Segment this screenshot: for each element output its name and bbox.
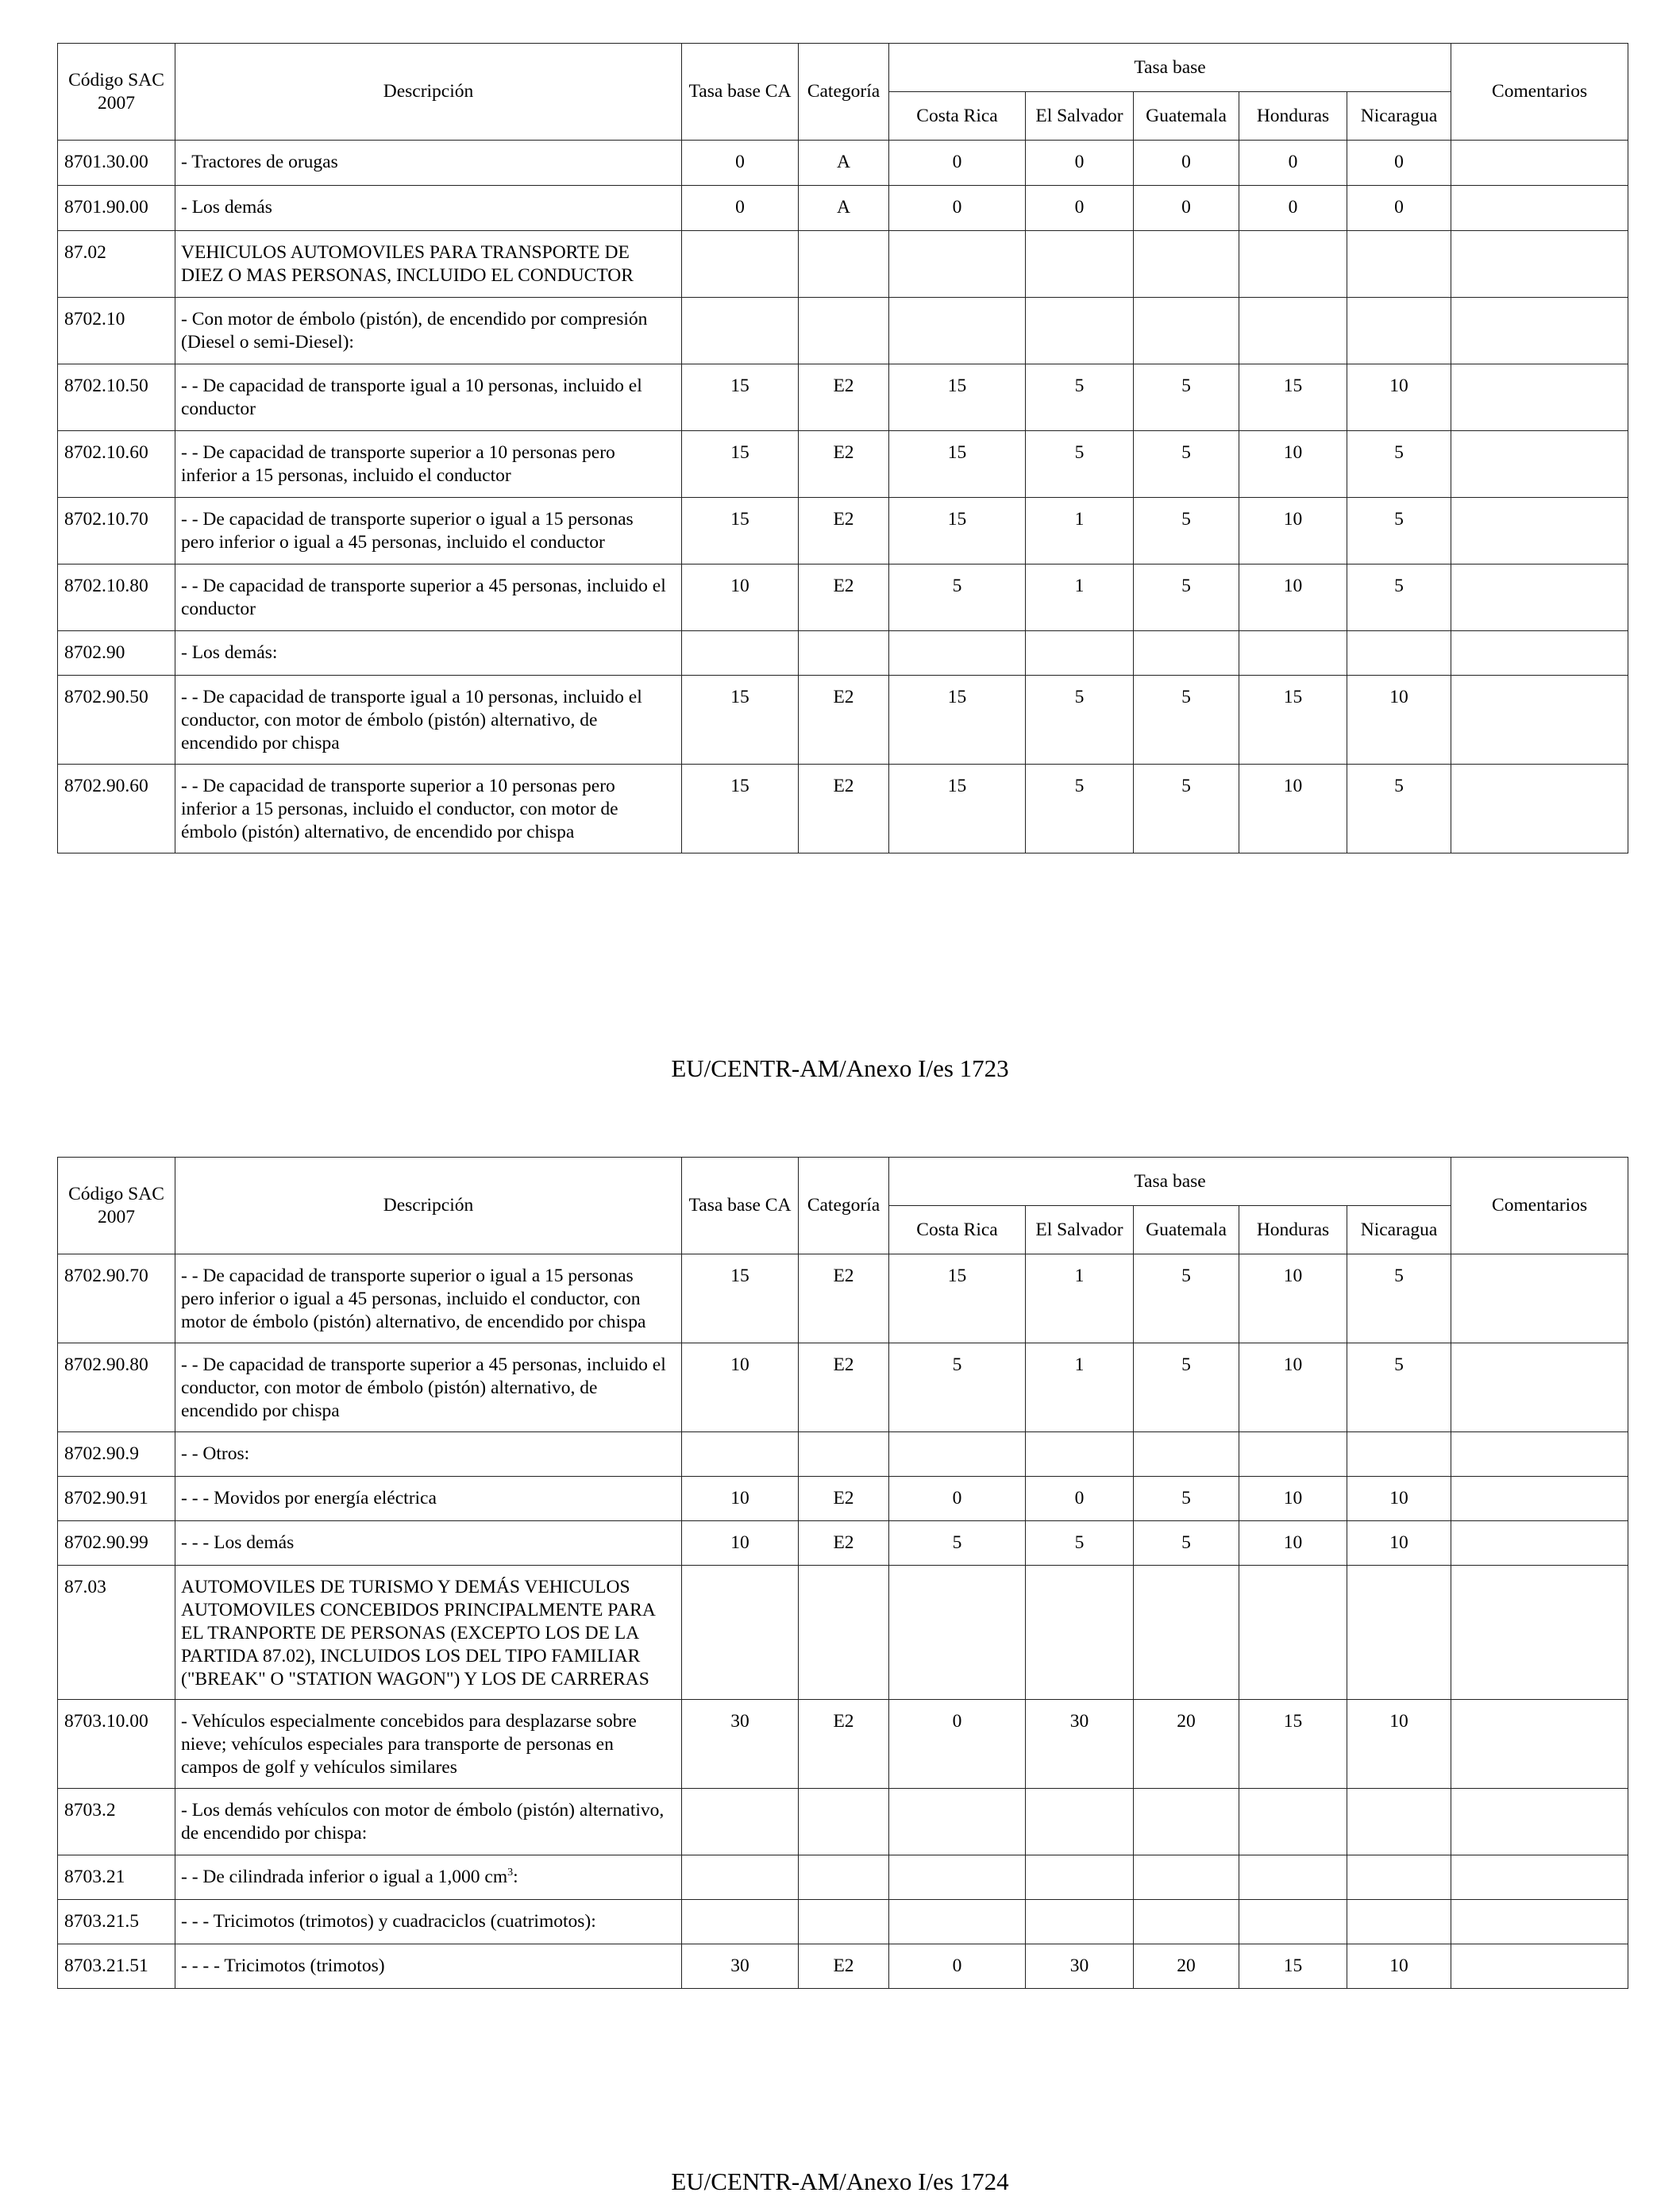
- cell-costa-rica: 15: [889, 676, 1026, 765]
- cell-guatemala: 5: [1134, 1254, 1239, 1343]
- header-country: El Salvador: [1026, 92, 1134, 141]
- cell-costa-rica: 15: [889, 431, 1026, 498]
- cell-category: E2: [799, 1700, 889, 1789]
- cell-honduras: [1239, 631, 1347, 676]
- table-row: [58, 298, 1628, 364]
- cell-description: - - De capacidad de transporte superior o igual a 15 personas pero inferior o igual a 45 personas, incluido el conductor, con motor de émbolo (pistón) alternativo, de encendido por chispa: [175, 1254, 682, 1343]
- cell-category: [799, 1432, 889, 1477]
- cell-costa-rica: [889, 298, 1026, 364]
- cell-base-rate-ca: [682, 1789, 799, 1855]
- cell-costa-rica: [889, 1789, 1026, 1855]
- cell-comments: [1451, 186, 1628, 231]
- cell-comments: [1451, 1789, 1628, 1855]
- description-tail: :: [513, 1867, 518, 1887]
- cell-category: E2: [799, 1477, 889, 1521]
- table-header: [58, 44, 1628, 141]
- table-header: [58, 1158, 1628, 1254]
- cell-el-salvador: [1026, 1855, 1134, 1900]
- cell-nicaragua: 10: [1347, 676, 1451, 765]
- cell-base-rate-ca: 15: [682, 676, 799, 765]
- cell-nicaragua: [1347, 231, 1451, 298]
- cell-code: 8702.90.91: [58, 1477, 175, 1521]
- cell-base-rate-ca: 30: [682, 1700, 799, 1789]
- cell-costa-rica: 0: [889, 186, 1026, 231]
- cell-code: 8702.90.9: [58, 1432, 175, 1477]
- cell-description: - Los demás vehículos con motor de émbolo (pistón) alternativo, de encendido por chispa:: [175, 1789, 682, 1855]
- cell-code: 8702.90.70: [58, 1254, 175, 1343]
- cell-guatemala: [1134, 631, 1239, 676]
- table-row: [58, 1900, 1628, 1944]
- cell-category: E2: [799, 498, 889, 564]
- header-country: Honduras: [1239, 92, 1347, 141]
- cell-description: - - - Los demás: [175, 1521, 682, 1566]
- cell-costa-rica: 0: [889, 1944, 1026, 1989]
- cell-category: E2: [799, 765, 889, 853]
- cell-nicaragua: [1347, 1566, 1451, 1700]
- header-base-rate: Tasa base: [889, 44, 1451, 92]
- table-row: [58, 676, 1628, 765]
- cell-description: - - Otros:: [175, 1432, 682, 1477]
- cell-costa-rica: 15: [889, 765, 1026, 853]
- cell-comments: [1451, 1566, 1628, 1700]
- tariff-table-page-1724: [57, 1157, 1628, 1989]
- cell-guatemala: 5: [1134, 1521, 1239, 1566]
- cell-honduras: [1239, 1900, 1347, 1944]
- table-row: [58, 1566, 1628, 1700]
- cell-el-salvador: 5: [1026, 676, 1134, 765]
- header-country: Costa Rica: [889, 1206, 1026, 1254]
- cell-honduras: 0: [1239, 186, 1347, 231]
- cell-base-rate-ca: 10: [682, 564, 799, 631]
- header-country: Guatemala: [1134, 1206, 1239, 1254]
- table-row: [58, 186, 1628, 231]
- cell-nicaragua: 0: [1347, 141, 1451, 186]
- header-comments: Comentarios: [1451, 44, 1628, 141]
- cell-costa-rica: 0: [889, 1700, 1026, 1789]
- table-row: [58, 498, 1628, 564]
- cell-honduras: 15: [1239, 1700, 1347, 1789]
- cell-description: [175, 1855, 682, 1900]
- cell-category: [799, 298, 889, 364]
- cell-comments: [1451, 1700, 1628, 1789]
- cell-el-salvador: 5: [1026, 1521, 1134, 1566]
- cell-base-rate-ca: [682, 1855, 799, 1900]
- cell-category: E2: [799, 1254, 889, 1343]
- cell-comments: [1451, 1477, 1628, 1521]
- cell-el-salvador: 1: [1026, 564, 1134, 631]
- cell-category: [799, 1566, 889, 1700]
- cell-code: 8702.90.60: [58, 765, 175, 853]
- cell-costa-rica: [889, 1432, 1026, 1477]
- tariff-table-page-1723: [57, 43, 1628, 853]
- table-row: [58, 141, 1628, 186]
- cell-nicaragua: [1347, 298, 1451, 364]
- cell-comments: [1451, 231, 1628, 298]
- cell-base-rate-ca: 10: [682, 1521, 799, 1566]
- cell-nicaragua: [1347, 1855, 1451, 1900]
- cell-comments: [1451, 1343, 1628, 1432]
- cell-description: - - De capacidad de transporte superior a 45 personas, incluido el conductor, con motor de émbolo (pistón) alternativo, de encendido por chispa: [175, 1343, 682, 1432]
- cell-code: 8702.10.80: [58, 564, 175, 631]
- cell-guatemala: 5: [1134, 676, 1239, 765]
- cell-description: - Tractores de orugas: [175, 141, 682, 186]
- cell-nicaragua: 5: [1347, 1343, 1451, 1432]
- cell-code: 8702.10.70: [58, 498, 175, 564]
- table-row: [58, 1254, 1628, 1343]
- cell-description: - - De capacidad de transporte igual a 10 personas, incluido el conductor, con motor de émbolo (pistón) alternativo, de encendido por chispa: [175, 676, 682, 765]
- cell-honduras: [1239, 231, 1347, 298]
- cell-code: 8702.90: [58, 631, 175, 676]
- header-base-rate-ca: Tasa base CA: [682, 1158, 799, 1254]
- table-row: [58, 364, 1628, 431]
- cell-comments: [1451, 1944, 1628, 1989]
- cell-code: 8703.21.51: [58, 1944, 175, 1989]
- cell-guatemala: 5: [1134, 1477, 1239, 1521]
- cell-honduras: 10: [1239, 1343, 1347, 1432]
- table-row: [58, 1944, 1628, 1989]
- cell-el-salvador: 0: [1026, 1477, 1134, 1521]
- table-row: [58, 564, 1628, 631]
- cell-honduras: [1239, 1789, 1347, 1855]
- cell-code: 8703.10.00: [58, 1700, 175, 1789]
- header-country: Honduras: [1239, 1206, 1347, 1254]
- table-row: [58, 1521, 1628, 1566]
- cell-el-salvador: 30: [1026, 1700, 1134, 1789]
- cell-code: 8702.90.50: [58, 676, 175, 765]
- cell-base-rate-ca: [682, 1900, 799, 1944]
- cell-base-rate-ca: 10: [682, 1477, 799, 1521]
- table-row: [58, 231, 1628, 298]
- header-code: Código SAC 2007: [58, 44, 175, 141]
- cell-nicaragua: 5: [1347, 431, 1451, 498]
- cell-guatemala: [1134, 1432, 1239, 1477]
- cell-code: 87.02: [58, 231, 175, 298]
- cell-comments: [1451, 364, 1628, 431]
- cell-description: - - De capacidad de transporte superior a 45 personas, incluido el conductor: [175, 564, 682, 631]
- cell-honduras: 15: [1239, 1944, 1347, 1989]
- cell-honduras: [1239, 1566, 1347, 1700]
- cell-el-salvador: [1026, 1900, 1134, 1944]
- cell-base-rate-ca: 15: [682, 498, 799, 564]
- cell-honduras: 10: [1239, 564, 1347, 631]
- cell-code: 8702.10: [58, 298, 175, 364]
- cell-nicaragua: 5: [1347, 765, 1451, 853]
- cell-honduras: 0: [1239, 141, 1347, 186]
- cell-category: E2: [799, 676, 889, 765]
- cell-code: 8703.2: [58, 1789, 175, 1855]
- cell-nicaragua: 0: [1347, 186, 1451, 231]
- cell-honduras: 10: [1239, 498, 1347, 564]
- table-row: [58, 431, 1628, 498]
- cell-nicaragua: 10: [1347, 364, 1451, 431]
- cell-el-salvador: 30: [1026, 1944, 1134, 1989]
- cell-guatemala: 5: [1134, 1343, 1239, 1432]
- cell-code: 87.03: [58, 1566, 175, 1700]
- cell-category: [799, 631, 889, 676]
- cell-nicaragua: 10: [1347, 1477, 1451, 1521]
- cell-description: - - De capacidad de transporte superior a 10 personas pero inferior a 15 personas, incluido el conductor, con motor de émbolo (pistón) alternativo, de encendido por chispa: [175, 765, 682, 853]
- cell-category: E2: [799, 1944, 889, 1989]
- cell-honduras: [1239, 1855, 1347, 1900]
- cell-costa-rica: 0: [889, 141, 1026, 186]
- cell-honduras: 10: [1239, 431, 1347, 498]
- table-row: [58, 765, 1628, 853]
- cell-costa-rica: 0: [889, 1477, 1026, 1521]
- page-footer: EU/CENTR-AM/Anexo I/es 1724: [671, 2167, 1009, 2195]
- cell-description: - Los demás:: [175, 631, 682, 676]
- cell-honduras: 10: [1239, 1477, 1347, 1521]
- table-body: [58, 141, 1628, 853]
- cell-honduras: [1239, 1432, 1347, 1477]
- cell-honduras: [1239, 298, 1347, 364]
- cell-base-rate-ca: 10: [682, 1343, 799, 1432]
- cell-code: 8701.30.00: [58, 141, 175, 186]
- cell-guatemala: 20: [1134, 1944, 1239, 1989]
- cell-base-rate-ca: [682, 1566, 799, 1700]
- table-row: [58, 1700, 1628, 1789]
- header-category: Categoría: [799, 1158, 889, 1254]
- header-country: Nicaragua: [1347, 92, 1451, 141]
- cell-el-salvador: 1: [1026, 1254, 1134, 1343]
- header-country: Guatemala: [1134, 92, 1239, 141]
- cell-nicaragua: 5: [1347, 1254, 1451, 1343]
- cell-comments: [1451, 141, 1628, 186]
- cell-comments: [1451, 1521, 1628, 1566]
- cell-el-salvador: 1: [1026, 1343, 1134, 1432]
- header-description: Descripción: [175, 1158, 682, 1254]
- cell-category: E2: [799, 1521, 889, 1566]
- cell-code: 8701.90.00: [58, 186, 175, 231]
- table-body: [58, 1254, 1628, 1989]
- cell-comments: [1451, 1432, 1628, 1477]
- cell-base-rate-ca: 30: [682, 1944, 799, 1989]
- cell-guatemala: 0: [1134, 141, 1239, 186]
- superscript-exponent: 3: [507, 1867, 514, 1879]
- cell-base-rate-ca: 0: [682, 141, 799, 186]
- cell-nicaragua: 5: [1347, 564, 1451, 631]
- cell-guatemala: [1134, 1566, 1239, 1700]
- cell-base-rate-ca: 0: [682, 186, 799, 231]
- cell-base-rate-ca: [682, 1432, 799, 1477]
- cell-comments: [1451, 564, 1628, 631]
- cell-category: A: [799, 141, 889, 186]
- cell-guatemala: 0: [1134, 186, 1239, 231]
- cell-category: [799, 1789, 889, 1855]
- cell-category: [799, 1855, 889, 1900]
- cell-description: VEHICULOS AUTOMOVILES PARA TRANSPORTE DE DIEZ O MAS PERSONAS, INCLUIDO EL CONDUCTOR: [175, 231, 682, 298]
- cell-code: 8702.10.50: [58, 364, 175, 431]
- cell-code: 8703.21.5: [58, 1900, 175, 1944]
- cell-costa-rica: [889, 1855, 1026, 1900]
- page-footer: EU/CENTR-AM/Anexo I/es 1723: [671, 1054, 1009, 1082]
- cell-code: 8702.10.60: [58, 431, 175, 498]
- cell-description: - - - - Tricimotos (trimotos): [175, 1944, 682, 1989]
- cell-guatemala: [1134, 1900, 1239, 1944]
- cell-category: A: [799, 186, 889, 231]
- cell-guatemala: 5: [1134, 765, 1239, 853]
- cell-description: - - - Movidos por energía eléctrica: [175, 1477, 682, 1521]
- cell-code: 8702.90.99: [58, 1521, 175, 1566]
- cell-el-salvador: 5: [1026, 765, 1134, 853]
- header-base-rate-ca: Tasa base CA: [682, 44, 799, 141]
- cell-nicaragua: 10: [1347, 1521, 1451, 1566]
- cell-nicaragua: [1347, 1789, 1451, 1855]
- table-row: [58, 1432, 1628, 1477]
- cell-comments: [1451, 1900, 1628, 1944]
- cell-base-rate-ca: [682, 298, 799, 364]
- cell-guatemala: [1134, 231, 1239, 298]
- cell-base-rate-ca: [682, 231, 799, 298]
- cell-base-rate-ca: 15: [682, 1254, 799, 1343]
- header-comments: Comentarios: [1451, 1158, 1628, 1254]
- header-base-rate: Tasa base: [889, 1158, 1451, 1206]
- cell-description: - - De capacidad de transporte superior o igual a 15 personas pero inferior o igual a 45 personas, incluido el conductor: [175, 498, 682, 564]
- cell-description: - Con motor de émbolo (pistón), de encendido por compresión (Diesel o semi-Diesel):: [175, 298, 682, 364]
- cell-el-salvador: [1026, 298, 1134, 364]
- cell-costa-rica: 5: [889, 1343, 1026, 1432]
- cell-costa-rica: 15: [889, 1254, 1026, 1343]
- cell-description: - - De capacidad de transporte igual a 10 personas, incluido el conductor: [175, 364, 682, 431]
- cell-nicaragua: [1347, 631, 1451, 676]
- cell-el-salvador: 0: [1026, 186, 1134, 231]
- cell-base-rate-ca: 15: [682, 765, 799, 853]
- cell-el-salvador: 0: [1026, 141, 1134, 186]
- cell-guatemala: [1134, 1855, 1239, 1900]
- cell-guatemala: 5: [1134, 564, 1239, 631]
- cell-comments: [1451, 676, 1628, 765]
- header-country: Nicaragua: [1347, 1206, 1451, 1254]
- cell-honduras: 10: [1239, 765, 1347, 853]
- cell-costa-rica: [889, 231, 1026, 298]
- cell-guatemala: 20: [1134, 1700, 1239, 1789]
- header-category: Categoría: [799, 44, 889, 141]
- cell-comments: [1451, 631, 1628, 676]
- cell-honduras: 15: [1239, 676, 1347, 765]
- header-code: Código SAC 2007: [58, 1158, 175, 1254]
- cell-base-rate-ca: [682, 631, 799, 676]
- cell-description: - Los demás: [175, 186, 682, 231]
- table-row: [58, 1789, 1628, 1855]
- cell-el-salvador: 5: [1026, 431, 1134, 498]
- cell-el-salvador: [1026, 1566, 1134, 1700]
- cell-nicaragua: 10: [1347, 1700, 1451, 1789]
- cell-category: E2: [799, 364, 889, 431]
- cell-nicaragua: [1347, 1432, 1451, 1477]
- cell-el-salvador: 1: [1026, 498, 1134, 564]
- cell-description: - - - Tricimotos (trimotos) y cuadraciclos (cuatrimotos):: [175, 1900, 682, 1944]
- cell-honduras: 10: [1239, 1254, 1347, 1343]
- cell-comments: [1451, 431, 1628, 498]
- table-row: [58, 1343, 1628, 1432]
- cell-comments: [1451, 1855, 1628, 1900]
- cell-el-salvador: [1026, 1789, 1134, 1855]
- cell-costa-rica: 15: [889, 498, 1026, 564]
- header-country: El Salvador: [1026, 1206, 1134, 1254]
- cell-category: E2: [799, 1343, 889, 1432]
- header-country: Costa Rica: [889, 92, 1026, 141]
- description-text: - - De cilindrada inferior o igual a 1,000 cm: [181, 1867, 508, 1887]
- table-row: [58, 1477, 1628, 1521]
- cell-base-rate-ca: 15: [682, 431, 799, 498]
- cell-el-salvador: [1026, 1432, 1134, 1477]
- cell-category: [799, 231, 889, 298]
- cell-nicaragua: 5: [1347, 498, 1451, 564]
- cell-description: - - De capacidad de transporte superior a 10 personas pero inferior a 15 personas, incluido el conductor: [175, 431, 682, 498]
- cell-costa-rica: [889, 1566, 1026, 1700]
- header-description: Descripción: [175, 44, 682, 141]
- cell-code: 8702.90.80: [58, 1343, 175, 1432]
- cell-guatemala: 5: [1134, 364, 1239, 431]
- cell-el-salvador: 5: [1026, 364, 1134, 431]
- cell-category: [799, 1900, 889, 1944]
- cell-comments: [1451, 1254, 1628, 1343]
- cell-guatemala: [1134, 1789, 1239, 1855]
- cell-description: AUTOMOVILES DE TURISMO Y DEMÁS VEHICULOS AUTOMOVILES CONCEBIDOS PRINCIPALMENTE PARA EL TRANPORTE DE PERSONAS (EXCEPTO LOS DE LA PARTIDA 87.02), INCLUIDOS LOS DEL TIPO FAMILIAR ("BREAK" O "STATION WAGON") Y LOS DE CARRERAS: [175, 1566, 682, 1700]
- cell-nicaragua: [1347, 1900, 1451, 1944]
- cell-el-salvador: [1026, 231, 1134, 298]
- cell-honduras: 15: [1239, 364, 1347, 431]
- cell-category: E2: [799, 431, 889, 498]
- cell-costa-rica: 5: [889, 1521, 1026, 1566]
- cell-costa-rica: 5: [889, 564, 1026, 631]
- cell-code: 8703.21: [58, 1855, 175, 1900]
- cell-category: E2: [799, 564, 889, 631]
- table-row: [58, 631, 1628, 676]
- cell-comments: [1451, 498, 1628, 564]
- cell-costa-rica: [889, 631, 1026, 676]
- cell-guatemala: 5: [1134, 498, 1239, 564]
- cell-description: - Vehículos especialmente concebidos para desplazarse sobre nieve; vehículos especiales para transporte de personas en campos de golf y vehículos similares: [175, 1700, 682, 1789]
- cell-base-rate-ca: 15: [682, 364, 799, 431]
- cell-costa-rica: 15: [889, 364, 1026, 431]
- cell-el-salvador: [1026, 631, 1134, 676]
- cell-honduras: 10: [1239, 1521, 1347, 1566]
- cell-guatemala: 5: [1134, 431, 1239, 498]
- table-row: [58, 1855, 1628, 1900]
- cell-nicaragua: 10: [1347, 1944, 1451, 1989]
- cell-comments: [1451, 298, 1628, 364]
- cell-guatemala: [1134, 298, 1239, 364]
- cell-comments: [1451, 765, 1628, 853]
- cell-costa-rica: [889, 1900, 1026, 1944]
